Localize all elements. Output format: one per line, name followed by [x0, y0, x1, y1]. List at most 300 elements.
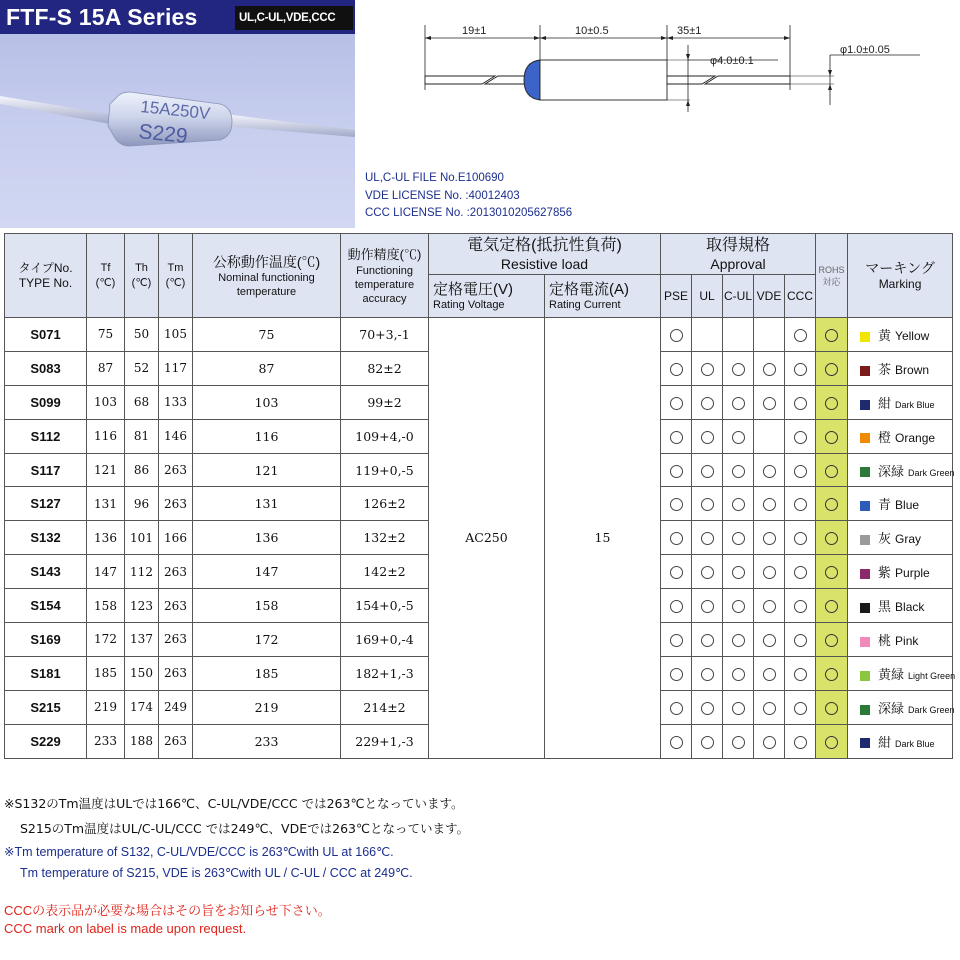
- rohs-approval-cell: [816, 690, 848, 724]
- nominal-cell: 103: [193, 385, 341, 419]
- approved-circle-icon: [825, 532, 838, 545]
- approved-circle-icon: [825, 397, 838, 410]
- marking-cell: [848, 521, 953, 555]
- tm-cell: 105: [159, 318, 193, 352]
- marking-color-swatch: [860, 501, 870, 511]
- approved-circle-icon: [670, 329, 683, 342]
- vde-approval-cell: [754, 656, 785, 690]
- header-approval: [661, 234, 816, 275]
- header-marking-jp: マーキング: [865, 260, 935, 276]
- rohs-approval-cell: [816, 453, 848, 487]
- type-cell: S117: [5, 453, 87, 487]
- marking-cell: [848, 690, 953, 724]
- marking-color-jp: 黄緑: [878, 666, 905, 682]
- ccc-license-number: CCC LICENSE No. :2013010205627856: [365, 207, 573, 219]
- marking-color-jp: 茶: [878, 361, 892, 377]
- approved-circle-icon: [701, 634, 714, 647]
- ul-approval-cell: [692, 555, 723, 589]
- marking-color-jp: 青: [878, 497, 892, 513]
- approved-circle-icon: [825, 465, 838, 478]
- notes-ccc-request: [4, 902, 331, 938]
- th-cell: 81: [125, 419, 159, 453]
- header-type-en: TYPE No.: [18, 275, 73, 290]
- approved-circle-icon: [701, 600, 714, 613]
- notes-english: [4, 842, 413, 884]
- approved-circle-icon: [732, 532, 745, 545]
- header-ccc: CCC: [785, 275, 816, 318]
- marking-cell: [848, 487, 953, 521]
- tf-cell: 158: [87, 589, 125, 623]
- tm-cell: 263: [159, 656, 193, 690]
- tm-cell: 166: [159, 521, 193, 555]
- tf-cell: 121: [87, 453, 125, 487]
- notes-japanese: [4, 791, 469, 841]
- approved-circle-icon: [794, 329, 807, 342]
- pse-approval-cell: [661, 351, 692, 385]
- cul-approval-cell: [723, 589, 754, 623]
- nominal-cell: 131: [193, 487, 341, 521]
- header-rohs-label: ROHS: [818, 264, 845, 275]
- cul-approval-cell: [723, 487, 754, 521]
- header-tf: [87, 234, 125, 318]
- accuracy-cell: 182+1,-3: [341, 656, 429, 690]
- marking-color-jp: 橙: [878, 429, 892, 445]
- fuse-print-line1: 15A250V: [139, 97, 212, 124]
- type-cell: S215: [5, 690, 87, 724]
- marking-color-swatch: [860, 637, 870, 647]
- tm-cell: 146: [159, 419, 193, 453]
- ul-approval-cell: [692, 318, 723, 352]
- approved-circle-icon: [794, 431, 807, 444]
- marking-cell: [848, 623, 953, 657]
- marking-color-jp: 深緑: [878, 700, 905, 716]
- header-accuracy-en: Functioning temperature accuracy: [354, 264, 415, 305]
- marking-cell: [848, 724, 953, 758]
- approved-circle-icon: [670, 736, 683, 749]
- dim-lead-left: 19±1: [462, 25, 487, 37]
- approved-circle-icon: [794, 634, 807, 647]
- approved-circle-icon: [732, 702, 745, 715]
- approved-circle-icon: [763, 532, 776, 545]
- approved-circle-icon: [825, 566, 838, 579]
- ccc-approval-cell: [785, 690, 816, 724]
- type-cell: S083: [5, 351, 87, 385]
- type-cell: S154: [5, 589, 87, 623]
- approved-circle-icon: [794, 736, 807, 749]
- nominal-cell: 87: [193, 351, 341, 385]
- tm-cell: 263: [159, 724, 193, 758]
- page-title: FTF-S 15A Series: [6, 4, 198, 30]
- accuracy-cell: 70+3,-1: [341, 318, 429, 352]
- ccc-approval-cell: [785, 419, 816, 453]
- ccc-approval-cell: [785, 385, 816, 419]
- approved-circle-icon: [732, 397, 745, 410]
- marking-color-swatch: [860, 332, 870, 342]
- marking-color-swatch: [860, 738, 870, 748]
- cul-approval-cell: [723, 656, 754, 690]
- marking-color-swatch: [860, 467, 870, 477]
- marking-color-jp: 黄: [878, 327, 892, 343]
- header-current-en: Rating Current: [549, 298, 621, 311]
- cul-approval-cell: [723, 385, 754, 419]
- tf-cell: 233: [87, 724, 125, 758]
- header-tm: [159, 234, 193, 318]
- header-approval-jp: 取得規格: [706, 237, 771, 254]
- approved-circle-icon: [794, 397, 807, 410]
- marking-color-jp: 桃: [878, 632, 892, 648]
- note-en-line1: Tm temperature of S132, C-UL/VDE/CCC is 263℃with UL at 166℃.: [14, 845, 394, 859]
- approved-circle-icon: [732, 736, 745, 749]
- tm-cell: 263: [159, 487, 193, 521]
- approved-circle-icon: [825, 431, 838, 444]
- marking-cell: [848, 555, 953, 589]
- approved-circle-icon: [763, 397, 776, 410]
- type-cell: S143: [5, 555, 87, 589]
- accuracy-cell: 119+0,-5: [341, 453, 429, 487]
- approved-circle-icon: [732, 465, 745, 478]
- marking-color-swatch: [860, 705, 870, 715]
- marking-color-en: Blue: [895, 498, 920, 513]
- approved-circle-icon: [794, 566, 807, 579]
- vde-approval-cell: [754, 487, 785, 521]
- marking-color-swatch: [860, 569, 870, 579]
- rohs-approval-cell: [816, 589, 848, 623]
- th-cell: 86: [125, 453, 159, 487]
- pse-approval-cell: [661, 623, 692, 657]
- pse-approval-cell: [661, 453, 692, 487]
- nominal-cell: 185: [193, 656, 341, 690]
- approved-circle-icon: [763, 668, 776, 681]
- pse-approval-cell: [661, 318, 692, 352]
- accuracy-cell: 154+0,-5: [341, 589, 429, 623]
- approved-circle-icon: [825, 363, 838, 376]
- approved-circle-icon: [732, 566, 745, 579]
- approved-circle-icon: [763, 566, 776, 579]
- ul-approval-cell: [692, 589, 723, 623]
- ccc-approval-cell: [785, 453, 816, 487]
- accuracy-cell: 142±2: [341, 555, 429, 589]
- header-accuracy: [341, 234, 429, 318]
- rating-current-cell: 15: [545, 318, 661, 759]
- rohs-approval-cell: [816, 419, 848, 453]
- marking-cell: [848, 656, 956, 690]
- approved-circle-icon: [732, 634, 745, 647]
- header-current: [545, 275, 661, 318]
- approved-circle-icon: [763, 498, 776, 511]
- ul-approval-cell: [692, 453, 723, 487]
- note-en-line1-wrap: [4, 842, 413, 863]
- pse-approval-cell: [661, 487, 692, 521]
- fuse-photo-image: [0, 34, 355, 228]
- ul-approval-cell: [692, 385, 723, 419]
- th-cell: 123: [125, 589, 159, 623]
- title-bar: [0, 0, 355, 34]
- header-accuracy-jp: 動作精度(℃): [347, 246, 422, 262]
- header-type-jp: タイプNo.: [18, 260, 73, 275]
- approved-circle-icon: [794, 532, 807, 545]
- header-nominal: [193, 234, 341, 318]
- marking-color-en: Dark Blue: [895, 738, 935, 749]
- approved-circle-icon: [670, 397, 683, 410]
- th-cell: 52: [125, 351, 159, 385]
- header-tf-unit: (℃): [95, 276, 116, 289]
- approved-circle-icon: [732, 668, 745, 681]
- tm-cell: 249: [159, 690, 193, 724]
- header-nominal-jp: 公称動作温度(℃): [212, 253, 321, 270]
- ccc-approval-cell: [785, 656, 816, 690]
- header-voltage: [429, 275, 545, 318]
- rohs-approval-cell: [816, 623, 848, 657]
- tf-cell: 147: [87, 555, 125, 589]
- marking-color-jp: 黒: [878, 599, 892, 615]
- ccc-approval-cell: [785, 589, 816, 623]
- marking-color-en: Brown: [895, 362, 930, 377]
- pse-approval-cell: [661, 521, 692, 555]
- approved-circle-icon: [701, 702, 714, 715]
- tf-cell: 136: [87, 521, 125, 555]
- cul-approval-cell: [723, 453, 754, 487]
- cul-approval-cell: [723, 690, 754, 724]
- vde-approval-cell: [754, 385, 785, 419]
- approved-circle-icon: [701, 465, 714, 478]
- vde-approval-cell: [754, 690, 785, 724]
- approved-circle-icon: [701, 498, 714, 511]
- accuracy-cell: 132±2: [341, 521, 429, 555]
- header-marking: [848, 234, 953, 318]
- cul-approval-cell: [723, 623, 754, 657]
- marking-color-swatch: [860, 400, 870, 410]
- certifications-badge: UL,C-UL,VDE,CCC: [235, 6, 353, 30]
- approved-circle-icon: [763, 600, 776, 613]
- note-en-line2: Tm temperature of S215, VDE is 263℃with UL / C-UL / CCC at 249℃.: [20, 866, 413, 880]
- marking-color-en: Dark Green: [908, 704, 955, 715]
- fuse-print-line2: S229: [137, 120, 189, 149]
- header-marking-en: Marking: [878, 277, 922, 291]
- pse-approval-cell: [661, 385, 692, 419]
- accuracy-cell: 229+1,-3: [341, 724, 429, 758]
- approved-circle-icon: [825, 736, 838, 749]
- rohs-approval-cell: [816, 487, 848, 521]
- header-rating: [429, 234, 661, 275]
- type-cell: S112: [5, 419, 87, 453]
- approved-circle-icon: [701, 668, 714, 681]
- header-voltage-jp: 定格電圧(V): [433, 280, 513, 298]
- approved-circle-icon: [670, 431, 683, 444]
- vde-approval-cell: [754, 589, 785, 623]
- nominal-cell: 75: [193, 318, 341, 352]
- approved-circle-icon: [825, 702, 838, 715]
- marking-cell: [848, 589, 953, 623]
- ul-file-number: UL,C-UL FILE No.E100690: [365, 172, 504, 184]
- approved-circle-icon: [794, 363, 807, 376]
- cul-approval-cell: [723, 724, 754, 758]
- accuracy-cell: 214±2: [341, 690, 429, 724]
- header-cul: C-UL: [723, 275, 754, 318]
- approved-circle-icon: [794, 465, 807, 478]
- th-cell: 150: [125, 656, 159, 690]
- note-jp-line1: ※S132のTm温度はULでは166℃、C-UL/VDE/CCC では263℃となっています。: [4, 796, 464, 811]
- nominal-cell: 172: [193, 623, 341, 657]
- approved-circle-icon: [825, 634, 838, 647]
- ccc-approval-cell: [785, 555, 816, 589]
- nominal-cell: 233: [193, 724, 341, 758]
- header-nominal-en: Nominal functioning temperature: [218, 271, 315, 298]
- tm-cell: 263: [159, 623, 193, 657]
- marking-cell: [848, 318, 953, 352]
- header-tm-label: Tm: [167, 261, 184, 274]
- type-cell: S169: [5, 623, 87, 657]
- pse-approval-cell: [661, 589, 692, 623]
- approved-circle-icon: [670, 634, 683, 647]
- approved-circle-icon: [794, 600, 807, 613]
- approved-circle-icon: [825, 600, 838, 613]
- header-ul: UL: [692, 275, 723, 318]
- type-cell: S071: [5, 318, 87, 352]
- marking-color-jp: 灰: [878, 531, 892, 547]
- note-red-line1: CCCの表示品が必要な場合はその旨をお知らせ下さい。: [4, 903, 331, 918]
- approved-circle-icon: [670, 668, 683, 681]
- type-cell: S127: [5, 487, 87, 521]
- approved-circle-icon: [732, 363, 745, 376]
- rohs-approval-cell: [816, 555, 848, 589]
- vde-approval-cell: [754, 724, 785, 758]
- type-cell: S132: [5, 521, 87, 555]
- th-cell: 68: [125, 385, 159, 419]
- th-cell: 137: [125, 623, 159, 657]
- approved-circle-icon: [763, 634, 776, 647]
- approved-circle-icon: [732, 600, 745, 613]
- pse-approval-cell: [661, 724, 692, 758]
- accuracy-cell: 109+4,-0: [341, 419, 429, 453]
- cul-approval-cell: [723, 521, 754, 555]
- accuracy-cell: 99±2: [341, 385, 429, 419]
- tf-cell: 87: [87, 351, 125, 385]
- vde-approval-cell: [754, 351, 785, 385]
- header-tf-label: Tf: [100, 261, 111, 274]
- rohs-approval-cell: [816, 318, 848, 352]
- marking-color-en: Gray: [895, 532, 922, 547]
- th-cell: 188: [125, 724, 159, 758]
- cul-approval-cell: [723, 555, 754, 589]
- license-info: [365, 170, 572, 223]
- approved-circle-icon: [701, 566, 714, 579]
- vde-approval-cell: [754, 419, 785, 453]
- tf-cell: 172: [87, 623, 125, 657]
- marking-color-en: Dark Blue: [895, 399, 935, 410]
- header-voltage-en: Rating Voltage: [433, 298, 505, 311]
- ccc-approval-cell: [785, 623, 816, 657]
- note-jp-line2: S215のTm温度はUL/C-UL/CCC では249℃、VDEでは263℃となっています。: [20, 821, 470, 836]
- header-type: [5, 234, 87, 318]
- ccc-approval-cell: [785, 724, 816, 758]
- marking-color-swatch: [860, 671, 870, 681]
- vde-approval-cell: [754, 521, 785, 555]
- nominal-cell: 136: [193, 521, 341, 555]
- vde-license-number: VDE LICENSE No. :40012403: [365, 189, 520, 202]
- product-photo: [0, 0, 355, 228]
- marking-color-en: Yellow: [895, 328, 930, 343]
- pse-approval-cell: [661, 656, 692, 690]
- ul-approval-cell: [692, 690, 723, 724]
- header-th-unit: (℃): [131, 276, 152, 289]
- rohs-approval-cell: [816, 724, 848, 758]
- cul-approval-cell: [723, 351, 754, 385]
- dim-lead-right: 35±1: [677, 25, 702, 37]
- ul-approval-cell: [692, 656, 723, 690]
- spec-table: [4, 233, 956, 759]
- vde-approval-cell: [754, 318, 785, 352]
- th-cell: 50: [125, 318, 159, 352]
- approved-circle-icon: [825, 329, 838, 342]
- nominal-cell: 121: [193, 453, 341, 487]
- type-cell: S099: [5, 385, 87, 419]
- marking-color-swatch: [860, 433, 870, 443]
- approved-circle-icon: [763, 363, 776, 376]
- approved-circle-icon: [732, 431, 745, 444]
- approved-circle-icon: [701, 736, 714, 749]
- approved-circle-icon: [701, 431, 714, 444]
- header-vde: VDE: [754, 275, 785, 318]
- approved-circle-icon: [670, 532, 683, 545]
- ul-approval-cell: [692, 724, 723, 758]
- note-en-mark: ※: [4, 845, 15, 859]
- approved-circle-icon: [825, 668, 838, 681]
- marking-color-swatch: [860, 603, 870, 613]
- header-tm-unit: (℃): [165, 276, 186, 289]
- ul-approval-cell: [692, 487, 723, 521]
- tf-cell: 75: [87, 318, 125, 352]
- nominal-cell: 116: [193, 419, 341, 453]
- nominal-cell: 147: [193, 555, 341, 589]
- header-th-label: Th: [135, 261, 148, 274]
- th-cell: 112: [125, 555, 159, 589]
- tm-cell: 117: [159, 351, 193, 385]
- marking-color-en: Orange: [895, 430, 936, 445]
- vde-approval-cell: [754, 453, 785, 487]
- approved-circle-icon: [670, 566, 683, 579]
- marking-color-swatch: [860, 535, 870, 545]
- rohs-approval-cell: [816, 521, 848, 555]
- cul-approval-cell: [723, 318, 754, 352]
- ccc-approval-cell: [785, 318, 816, 352]
- pse-approval-cell: [661, 555, 692, 589]
- approved-circle-icon: [732, 498, 745, 511]
- type-cell: S229: [5, 724, 87, 758]
- dim-body-length: 10±0.5: [575, 25, 609, 37]
- marking-color-en: Pink: [895, 633, 919, 648]
- marking-color-en: Dark Green: [908, 467, 955, 478]
- approved-circle-icon: [670, 465, 683, 478]
- th-cell: 101: [125, 521, 159, 555]
- rating-voltage-cell: AC250: [429, 318, 545, 759]
- approved-circle-icon: [763, 465, 776, 478]
- ul-approval-cell: [692, 351, 723, 385]
- tf-cell: 219: [87, 690, 125, 724]
- rohs-approval-cell: [816, 351, 848, 385]
- approved-circle-icon: [763, 736, 776, 749]
- nominal-cell: 158: [193, 589, 341, 623]
- approved-circle-icon: [670, 498, 683, 511]
- approved-circle-icon: [763, 702, 776, 715]
- marking-cell: [848, 351, 953, 385]
- tf-cell: 103: [87, 385, 125, 419]
- accuracy-cell: 126±2: [341, 487, 429, 521]
- approved-circle-icon: [794, 498, 807, 511]
- approved-circle-icon: [794, 668, 807, 681]
- ul-approval-cell: [692, 521, 723, 555]
- dim-body-diameter: φ4.0±0.1: [710, 55, 754, 67]
- cul-approval-cell: [723, 419, 754, 453]
